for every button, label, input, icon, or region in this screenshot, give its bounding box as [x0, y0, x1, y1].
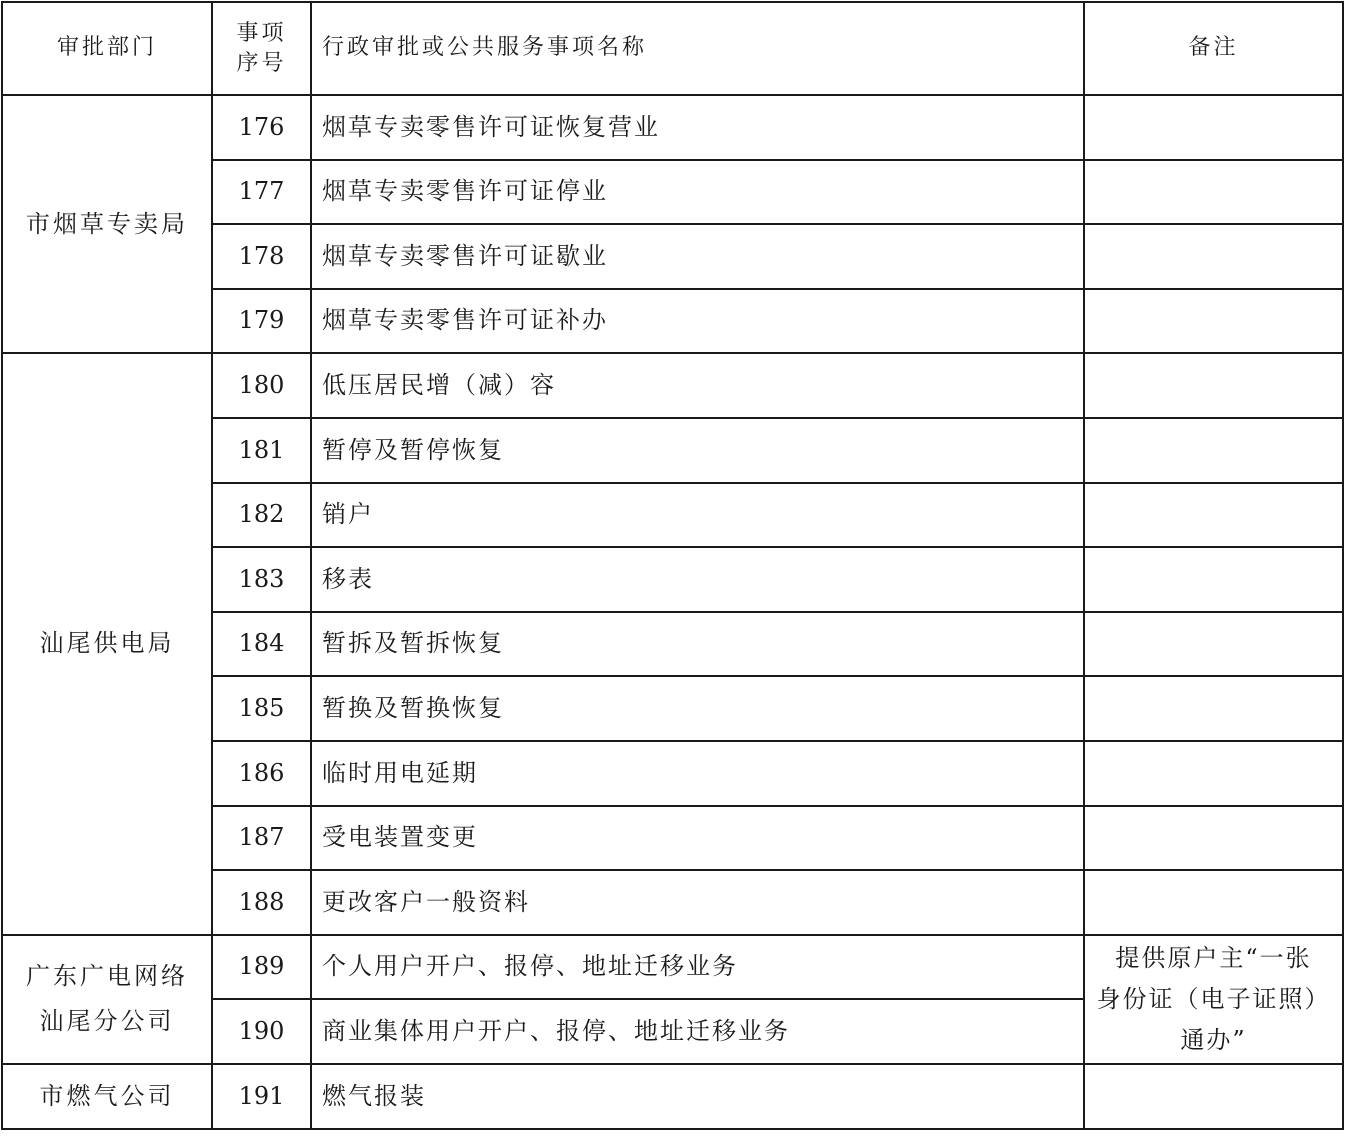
item-no: 176: [212, 95, 311, 160]
item-name: 个人用户开户、报停、地址迁移业务: [311, 935, 1084, 1000]
dept-cell-cable: [2, 935, 212, 1064]
note-cable-line3: 通办”: [1180, 1025, 1247, 1054]
note-cable-line1: 提供原户主“一张: [1115, 944, 1312, 973]
item-no: 182: [212, 483, 311, 548]
note-cell: [1084, 612, 1343, 677]
item-no: 191: [212, 1064, 311, 1129]
item-no: 189: [212, 935, 311, 1000]
note-cell: [1084, 289, 1343, 354]
table-row: [2, 353, 1343, 418]
note-cell: [1084, 547, 1343, 612]
item-no: 179: [212, 289, 311, 354]
item-no: 180: [212, 353, 311, 418]
item-name: 烟草专卖零售许可证恢复营业: [311, 95, 1084, 160]
header-item-no-line2: 序号: [236, 50, 287, 76]
note-cable-line2: 身份证（电子证照）: [1096, 984, 1331, 1013]
item-name: 烟草专卖零售许可证补办: [311, 289, 1084, 354]
table-row: [2, 95, 1343, 160]
item-no: 183: [212, 547, 311, 612]
item-no: 178: [212, 224, 311, 289]
note-cell-cable: [1084, 935, 1343, 1064]
item-no: 186: [212, 741, 311, 806]
item-name: 燃气报装: [311, 1064, 1084, 1129]
table-header-row: [2, 2, 1343, 95]
note-cell: [1084, 418, 1343, 483]
header-note: 备注: [1084, 2, 1343, 95]
header-item-no-line1: 事项: [236, 20, 287, 46]
note-cell: [1084, 741, 1343, 806]
item-no: 187: [212, 806, 311, 871]
item-name: 商业集体用户开户、报停、地址迁移业务: [311, 999, 1084, 1064]
note-cell: [1084, 676, 1343, 741]
note-cell: [1084, 806, 1343, 871]
dept-cell-tobacco: 市烟草专卖局: [2, 95, 212, 353]
item-no: 188: [212, 870, 311, 935]
note-cell: [1084, 483, 1343, 548]
item-name: 烟草专卖零售许可证停业: [311, 160, 1084, 225]
item-name: 暂拆及暂拆恢复: [311, 612, 1084, 677]
header-dept: 审批部门: [2, 2, 212, 95]
dept-cell-power: 汕尾供电局: [2, 353, 212, 934]
item-name: 低压居民增（减）容: [311, 353, 1084, 418]
item-name: 临时用电延期: [311, 741, 1084, 806]
item-no: 190: [212, 999, 311, 1064]
item-name: 受电装置变更: [311, 806, 1084, 871]
note-cell: [1084, 224, 1343, 289]
note-cell: [1084, 1064, 1343, 1129]
header-item-name: 行政审批或公共服务事项名称: [311, 2, 1084, 95]
header-item-no: [212, 2, 311, 95]
dept-cell-gas: 市燃气公司: [2, 1064, 212, 1129]
item-no: 177: [212, 160, 311, 225]
dept-cable-line1: 广东广电网络: [26, 961, 188, 990]
item-name: 暂换及暂换恢复: [311, 676, 1084, 741]
item-name: 烟草专卖零售许可证歇业: [311, 224, 1084, 289]
item-name: 暂停及暂停恢复: [311, 418, 1084, 483]
note-cell: [1084, 160, 1343, 225]
table-row: [2, 1064, 1343, 1129]
item-no: 181: [212, 418, 311, 483]
item-no: 185: [212, 676, 311, 741]
note-cell: [1084, 353, 1343, 418]
item-name: 更改客户一般资料: [311, 870, 1084, 935]
dept-cable-line2: 汕尾分公司: [39, 1007, 175, 1036]
item-name: 销户: [311, 483, 1084, 548]
item-name: 移表: [311, 547, 1084, 612]
approval-items-table: [1, 1, 1344, 1130]
note-cell: [1084, 95, 1343, 160]
note-cell: [1084, 870, 1343, 935]
item-no: 184: [212, 612, 311, 677]
table-row: [2, 935, 1343, 1000]
